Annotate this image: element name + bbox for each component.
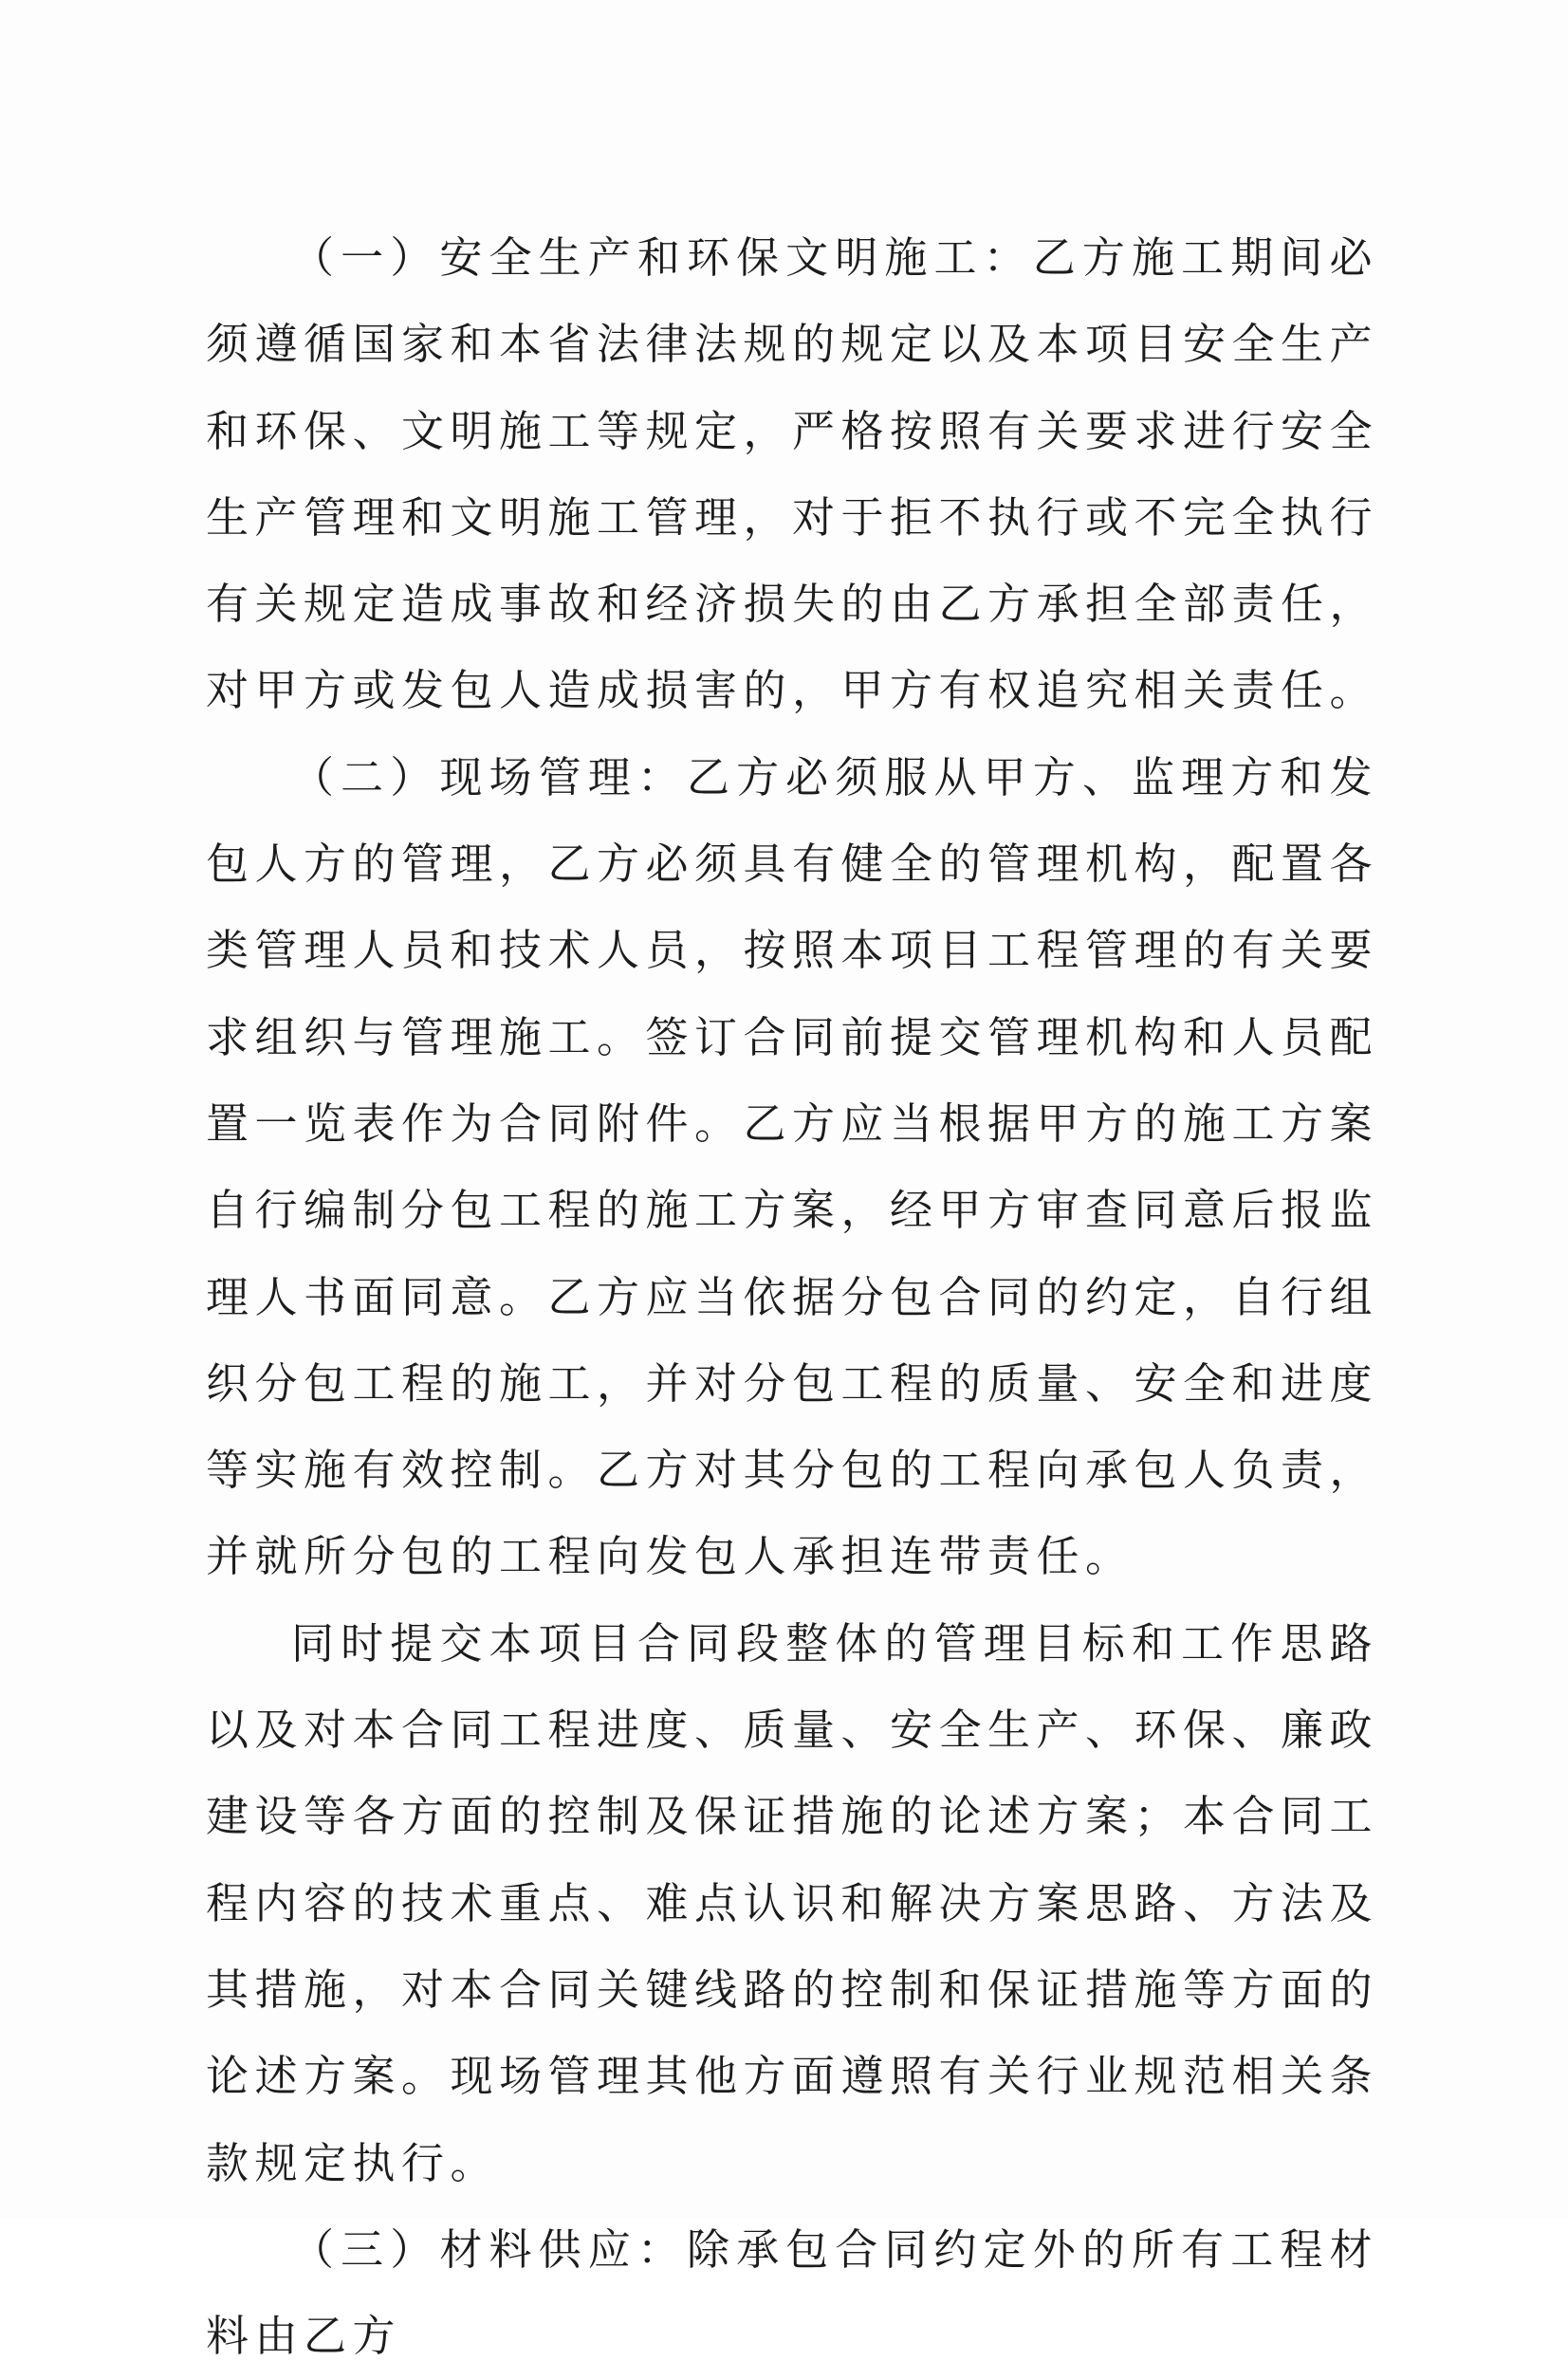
document-body xyxy=(206,214,1378,2379)
clause-management-plan: 同时提交本项目合同段整体的管理目标和工作思路以及对本合同工程进度、质量、安全生产、环保、廉政建设等各方面的控制及保证措施的论述方案；本合同工程内容的技术重点、难点认识和解决方案思路、方法及其措施，对本合同关键线路的控制和保证措施等方面的论述方案。现场管理其他方面遵照有关行业规范相关条款规定执行。 xyxy=(206,1617,1379,2188)
clause-material-supply: （三）材料供应：除承包合同约定外的所有工程材料由乙方 xyxy=(206,2223,1378,2362)
clause-site-management: （二）现场管理：乙方必须服从甲方、监理方和发包人方的管理，乙方必须具有健全的管理机构，配置各类管理人员和技术人员，按照本项目工程管理的有关要求组织与管理施工。签订合同前提交管理机构和人员配置一览表作为合同附件。乙方应当根据甲方的施工方案自行编制分包工程的施工方案，经甲方审查同意后报监理人书面同意。乙方应当依据分包合同的约定，自行组织分包工程的施工，并对分包工程的质量、安全和进度等实施有效控制。乙方对其分包的工程向承包人负责，并就所分包的工程向发包人承担连带责任。 xyxy=(206,751,1379,1582)
clause-safety-production: （一）安全生产和环保文明施工：乙方施工期间必须遵循国家和本省法律法规的规定以及本项目安全生产和环保、文明施工等规定，严格按照有关要求进行安全生产管理和文明施工管理，对于拒不执行或不完全执行有关规定造成事故和经济损失的由乙方承担全部责任，对甲方或发包人造成损害的，甲方有权追究相关责任。 xyxy=(206,232,1379,716)
